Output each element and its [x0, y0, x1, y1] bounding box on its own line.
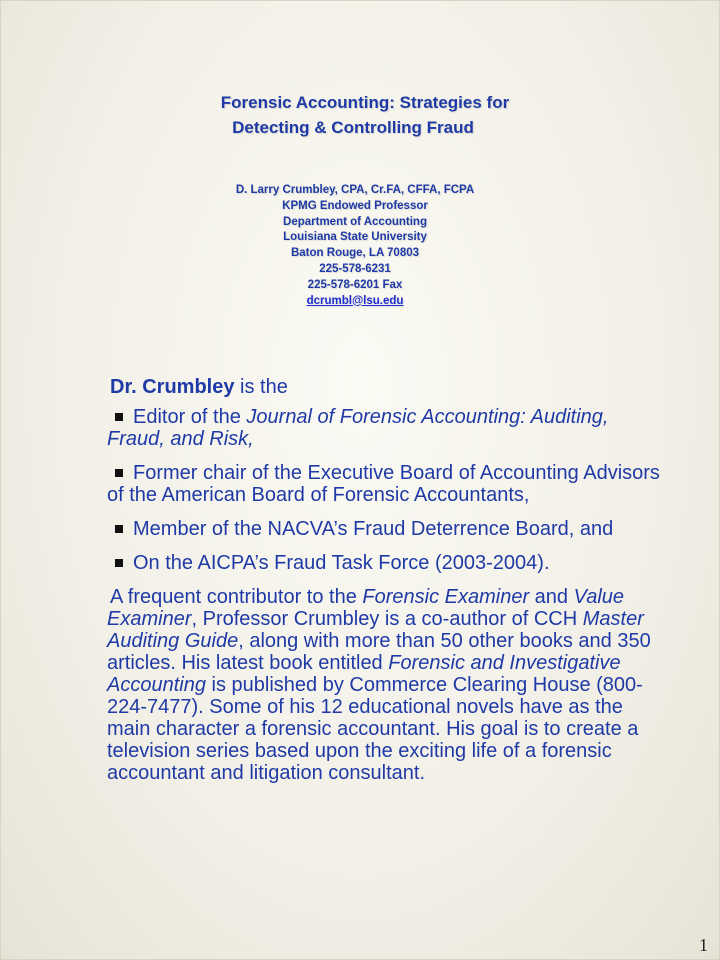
bullet-square-icon: [115, 559, 123, 567]
author-city: Baton Rouge, LA 70803: [290, 247, 420, 260]
journal-title: Journal of Forensic Accounting: Auditing, Fraud, and Risk,: [107, 406, 609, 450]
para-text: , along with more than 50 other books and 350 articles. His latest book entitled: [107, 630, 651, 674]
bullet-text: Member of the NACVA’s Fraud Deterrence Board, and: [133, 518, 614, 540]
bullet-text: On the AICPA’s Fraud Task Force (2003-2004).: [133, 552, 550, 574]
bio-section: [107, 376, 667, 784]
author-email-link[interactable]: dcrumbl@lsu.edu: [306, 294, 404, 307]
author-info: [150, 183, 560, 309]
author-position: KPMG Endowed Professor: [282, 199, 428, 212]
bullet-square-icon: [115, 469, 123, 477]
bio-bullet-editor: [107, 406, 667, 450]
bio-bullet-nacva: [107, 518, 667, 540]
author-university: Louisiana State University: [283, 231, 427, 244]
para-italic: Value Examiner: [107, 586, 625, 630]
bullet-square-icon: [115, 413, 123, 421]
bullet-text: Editor of the: [133, 406, 247, 428]
bio-bullet-aicpa: [107, 552, 667, 574]
author-department: Department of Accounting: [283, 215, 427, 228]
author-fax: 225-578-6201 Fax: [307, 278, 403, 291]
bio-intro-rest: is the: [234, 376, 288, 398]
slide-title: [160, 90, 560, 140]
para-text: is published by Commerce Clearing House (800-224-7477). Some of his 12 educational novels have as the main character a forensic accountant. His goal is to create a television series based upon the exciting life of a forensic accountant and litigation consultant.: [107, 674, 643, 784]
page-number: 1: [699, 935, 708, 955]
para-italic: Master Auditing Guide: [107, 608, 644, 652]
para-italic: Forensic Examiner: [362, 586, 530, 608]
author-name: D. Larry Crumbley, CPA, Cr.FA, CFFA, FCPA: [235, 184, 475, 196]
bio-bullet-former-chair: [107, 462, 667, 506]
author-phone: 225-578-6231: [319, 262, 391, 275]
bio-intro: [110, 376, 667, 398]
bio-paragraph: [107, 586, 667, 784]
bullet-square-icon: [115, 525, 123, 533]
para-text: A frequent contributor to the: [110, 586, 363, 608]
para-text: , Professor Crumbley is a co-author of CCH: [191, 608, 583, 630]
bio-intro-name: Dr. Crumbley: [110, 376, 235, 398]
bullet-text: Former chair of the Executive Board of Accounting Advisors of the American Board of Forensic Accountants,: [107, 462, 660, 506]
title-line-2: Detecting & Controlling Fraud: [232, 118, 474, 137]
para-italic: Forensic and Investigative Accounting: [107, 652, 621, 696]
title-line-1: Forensic Accounting: Strategies for: [220, 93, 510, 112]
para-text: and: [529, 586, 574, 608]
